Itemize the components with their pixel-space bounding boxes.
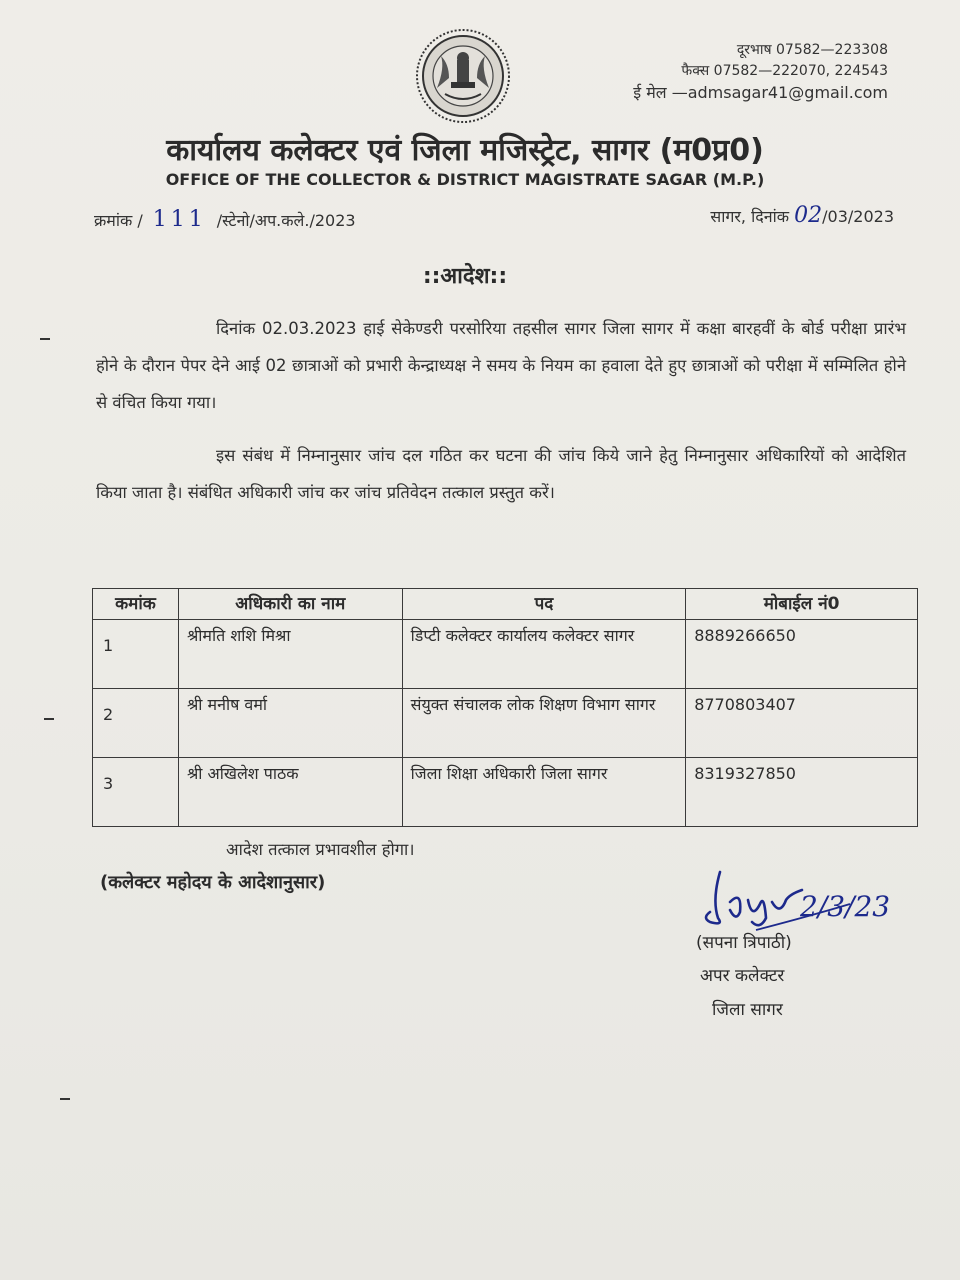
- row-sno: 1: [93, 620, 179, 689]
- office-title-english: OFFICE OF THE COLLECTOR & DISTRICT MAGISTRATE SAGAR (M.P.): [165, 170, 765, 189]
- date-suffix: /03/2023: [822, 207, 894, 226]
- signatory-designation: अपर कलेक्टर: [700, 966, 785, 986]
- signatory-place: जिला सागर: [712, 1000, 783, 1020]
- row-sno: 3: [93, 758, 179, 827]
- state-emblem-seal: [415, 28, 511, 124]
- margin-mark: [44, 718, 54, 720]
- row-mobile: 8319327850: [686, 758, 918, 827]
- row-sno: 2: [93, 689, 179, 758]
- table-header-row: [93, 589, 918, 620]
- order-heading: ::आदेश::: [422, 264, 508, 289]
- row-officer-name: श्रीमति शशि मिश्रा: [178, 620, 402, 689]
- date-handwritten: 02: [794, 203, 823, 228]
- header-name: अधिकारी का नाम: [178, 589, 402, 620]
- fax-number: फैक्स 07582—222070, 224543: [681, 63, 888, 79]
- reference-suffix: /स्टेनो/अप.कले./2023: [216, 211, 356, 230]
- order-paragraph-1: दिनांक 02.03.2023 हाई सेकेण्डरी परसोरिया तहसील सागर जिला सागर में कक्षा बारहवीं के बोर्ड परीक्षा प्रारंभ होने के दौरान पेपर देने आई 02 छात्राओं को प्रभारी केन्द्राध्यक्ष ने समय के नियम का हवाला देते हुए छात्राओं को परीक्षा में सम्मिलित होने से वंचित किया गया।: [96, 319, 906, 412]
- officers-table: [92, 588, 918, 827]
- order-by-line: (कलेक्टर महोदय के आदेशानुसार): [100, 872, 326, 893]
- row-mobile: 8889266650: [686, 620, 918, 689]
- order-date: [710, 203, 894, 228]
- margin-mark: [60, 1098, 70, 1100]
- header-sno: कमांक: [93, 589, 179, 620]
- header-mobile: मोबाईल नं0: [686, 589, 918, 620]
- margin-mark: [40, 338, 50, 340]
- reference-number: [94, 207, 356, 232]
- table-row: [93, 689, 918, 758]
- table-row: [93, 758, 918, 827]
- table-row: [93, 620, 918, 689]
- reference-prefix: क्रमांक /: [94, 211, 143, 230]
- row-officer-name: श्री मनीष वर्मा: [178, 689, 402, 758]
- reference-number-handwritten: 111: [152, 207, 207, 232]
- email-address: ई मेल —admsagar41@gmail.com: [633, 83, 888, 102]
- order-paragraph-2: इस संबंध में निम्नानुसार जांच दल गठित कर घटना की जांच किये जाने हेतु निम्नानुसार अधिकारियों को आदेशित किया जाता है। संबंधित अधिकारी जांच कर जांच प्रतिवेदन तत्काल प्रस्तुत करें।: [96, 446, 906, 502]
- row-post: संयुक्त संचालक लोक शिक्षण विभाग सागर: [402, 689, 686, 758]
- office-title-hindi: कार्यालय कलेक्टर एवं जिला मजिस्ट्रेट, सागर (म0प्र0): [166, 133, 764, 168]
- effect-statement: आदेश तत्काल प्रभावशील होगा।: [226, 840, 415, 859]
- row-post: जिला शिक्षा अधिकारी जिला सागर: [402, 758, 686, 827]
- handwritten-signature: [690, 860, 900, 940]
- date-prefix: सागर, दिनांक: [710, 207, 790, 226]
- row-mobile: 8770803407: [686, 689, 918, 758]
- signature-date: 2/3/23: [800, 890, 891, 923]
- row-officer-name: श्री अखिलेश पाठक: [178, 758, 402, 827]
- contact-block: [633, 40, 888, 103]
- row-post: डिप्टी कलेक्टर कार्यालय कलेक्टर सागर: [402, 620, 686, 689]
- phone-number: दूरभाष 07582—223308: [736, 42, 888, 58]
- header-post: पद: [402, 589, 686, 620]
- signatory-name: (सपना त्रिपाठी): [696, 933, 792, 953]
